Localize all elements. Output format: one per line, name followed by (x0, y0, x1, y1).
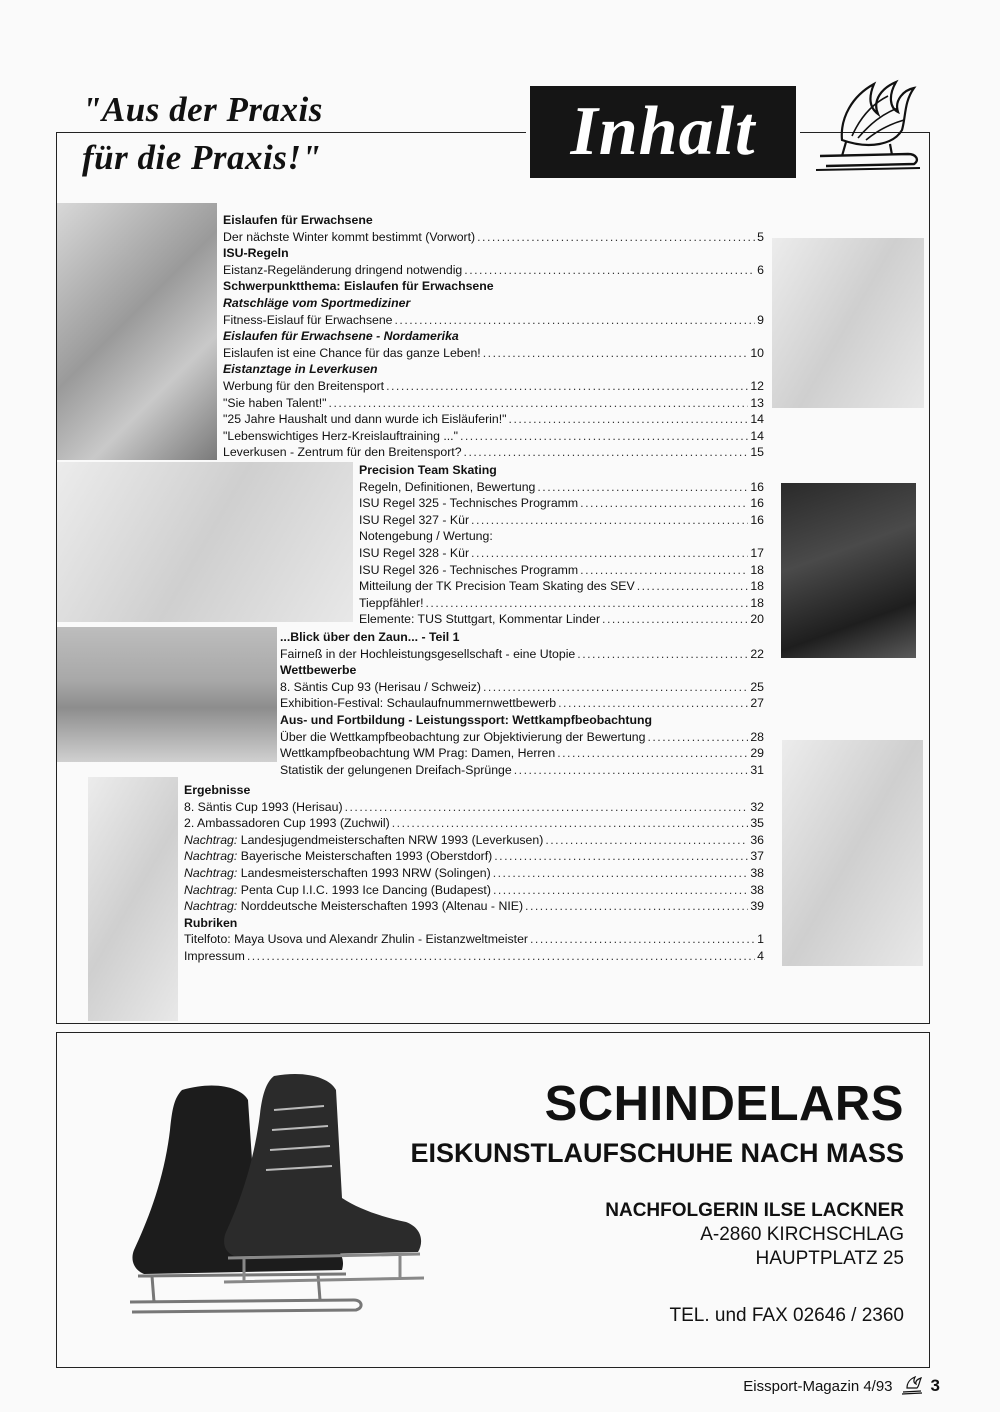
toc-entry (223, 378, 764, 395)
toc-entry-prefix: Nachtrag: (184, 832, 238, 847)
footer-magazine: Eissport-Magazin 4/93 (743, 1377, 893, 1395)
toc-entry-title: Eislaufen ist eine Chance für das ganze Leben! (223, 345, 481, 360)
toc-leader-dots (471, 545, 748, 562)
toc-entry-page: 36 (750, 832, 764, 847)
page-title: Inhalt (530, 86, 796, 178)
toc-leader-dots (425, 595, 748, 612)
toc-entry (223, 312, 764, 329)
toc-entry-page: 10 (750, 345, 764, 360)
toc-leader-dots (483, 679, 748, 696)
toc-entry (280, 745, 764, 762)
toc-entry (184, 799, 764, 816)
toc-leader-dots (494, 848, 748, 865)
toc-entry-title: Bayerische Meisterschaften 1993 (Oberstdorf) (237, 849, 493, 864)
toc-section-1 (223, 212, 764, 461)
toc-entry (359, 479, 764, 496)
toc-leader-dots (460, 428, 748, 445)
toc-entry-page: 13 (750, 395, 764, 410)
small-skate-logo-icon (901, 1376, 923, 1396)
toc-entry (184, 848, 764, 865)
toc-subsection-heading: Eistanztage in Leverkusen (223, 362, 378, 377)
ad-tagline: EISKUNSTLAUFSCHUHE NACH MASS (410, 1138, 904, 1168)
toc-entry-page: 14 (750, 428, 764, 443)
toc-entry (280, 729, 764, 746)
toc-entry (359, 512, 764, 529)
toc-entry-title: Landesmeisterschaften 1993 NRW (Solingen) (237, 865, 491, 880)
toc-leader-dots (537, 479, 748, 496)
toc-leader-dots (395, 312, 756, 329)
toc-entry-title: Titelfoto: Maya Usova und Alexandr Zhulin - Eistanzweltmeister (184, 932, 529, 947)
toc-entry-page: 28 (750, 729, 764, 744)
toc-entry-title: Penta Cup I.I.C. 1993 Ice Dancing (Budapest) (237, 882, 491, 897)
toc-entry-page: 18 (750, 595, 764, 610)
toc-entry-title: Norddeutsche Meisterschaften 1993 (Altenau - NIE) (237, 899, 524, 914)
toc-entry-title: Tieppfähler! (359, 595, 424, 610)
motto-line-1: "Aus der Praxis (82, 90, 323, 129)
toc-entry-title: Wettkampfbeobachtung WM Prag: Damen, Herren (280, 746, 556, 761)
toc-entry-title: Über die Wettkampfbeobachtung zur Objektivierung der Bewertung (280, 729, 646, 744)
toc-subsection-heading: Ratschläge vom Sportmediziner (223, 295, 411, 310)
toc-entry-title: "Lebenswichtiges Herz-Kreislauftraining ..." (223, 428, 458, 443)
toc-entry (184, 865, 764, 882)
toc-section-3 (280, 629, 764, 778)
ad-successor: NACHFOLGERIN ILSE LACKNER (605, 1200, 904, 1221)
toc-entry-page: 1 (757, 932, 764, 947)
toc-entry (359, 578, 764, 595)
photo-spiral-skater (88, 777, 178, 1021)
ice-skates-icon (124, 1070, 424, 1320)
toc-leader-dots (580, 495, 748, 512)
toc-leader-dots (247, 948, 755, 965)
toc-entry (223, 411, 764, 428)
photo-precision-team (57, 462, 353, 622)
toc-entry (280, 679, 764, 696)
toc-entry-page: 18 (750, 562, 764, 577)
toc-section-heading: Precision Team Skating (359, 463, 497, 477)
toc-entry-page: 22 (750, 646, 764, 661)
toc-entry-title: Elemente: TUS Stuttgart, Kommentar Linder (359, 612, 601, 627)
toc-entry-prefix: Nachtrag: (184, 899, 238, 914)
toc-entry (359, 595, 764, 612)
toc-entry-page: 16 (750, 496, 764, 511)
toc-entry-page: 29 (750, 746, 764, 761)
toc-section-heading: Rubriken (184, 915, 238, 930)
toc-entry-page: 38 (750, 865, 764, 880)
toc-entry (280, 695, 764, 712)
toc-section-2 (359, 462, 764, 628)
toc-entry (184, 815, 764, 832)
toc-entry-page: 16 (750, 512, 764, 527)
toc-leader-dots (464, 444, 749, 461)
toc-leader-dots (493, 865, 749, 882)
toc-note: Notengebung / Wertung: (359, 529, 493, 544)
toc-entry-title: Werbung für den Breitensport (223, 378, 385, 393)
toc-entry (184, 832, 764, 849)
toc-entry-page: 9 (757, 312, 764, 327)
toc-section-heading: Schwerpunktthema: Eislaufen für Erwachsene (223, 279, 494, 294)
toc-entry-title: Mitteilung der TK Precision Team Skating des SEV (359, 579, 635, 594)
toc-entry-page: 17 (750, 545, 764, 560)
toc-section-heading: Wettbewerbe (280, 663, 357, 678)
toc-leader-dots (525, 898, 748, 915)
toc-entry-page: 32 (750, 799, 764, 814)
toc-entry (359, 611, 764, 628)
toc-leader-dots (471, 512, 748, 529)
toc-section-heading: ...Blick über den Zaun... - Teil 1 (280, 630, 460, 644)
toc-leader-dots (345, 799, 749, 816)
toc-entry-page: 16 (750, 479, 764, 494)
toc-leader-dots (577, 646, 748, 663)
toc-entry (184, 931, 764, 948)
toc-section-heading: Ergebnisse (184, 783, 251, 797)
photo-coach-with-girl (782, 740, 923, 966)
toc-entry-title: Impressum (184, 948, 245, 963)
toc-entry (223, 444, 764, 461)
toc-entry-title: Der nächste Winter kommt bestimmt (Vorwort) (223, 229, 476, 244)
toc-entry-page: 18 (750, 579, 764, 594)
toc-entry-title: ISU Regel 326 - Technisches Programm (359, 562, 579, 577)
toc-entry-title: ISU Regel 328 - Kür (359, 545, 470, 560)
toc-entry-page: 31 (750, 762, 764, 777)
toc-entry-page: 15 (750, 445, 764, 460)
toc-entry (280, 762, 764, 779)
toc-entry-title: Exhibition-Festival: Schaulaufnummernwettbewerb (280, 696, 557, 711)
toc-section-heading: Aus- und Fortbildung - Leistungssport: Wettkampfbeobachtung (280, 712, 653, 727)
toc-leader-dots (647, 729, 748, 746)
toc-entry-page: 5 (757, 229, 764, 244)
toc-entry (184, 882, 764, 899)
toc-entry (280, 646, 764, 663)
toc-entry-title: ISU Regel 327 - Kür (359, 512, 470, 527)
toc-entry-title: Fitness-Eislauf für Erwachsene (223, 312, 393, 327)
toc-entry (359, 562, 764, 579)
toc-entry (359, 545, 764, 562)
toc-entry-page: 37 (750, 849, 764, 864)
toc-entry-prefix: Nachtrag: (184, 865, 238, 880)
toc-entry-page: 38 (750, 882, 764, 897)
photo-rower (57, 627, 277, 762)
toc-entry-page: 39 (750, 899, 764, 914)
toc-entry-page: 12 (750, 378, 764, 393)
motto-line-2: für die Praxis!" (82, 138, 322, 177)
toc-entry-prefix: Nachtrag: (184, 882, 238, 897)
toc-leader-dots (464, 262, 755, 279)
toc-section-heading: Eislaufen für Erwachsene (223, 213, 373, 227)
page-footer (743, 1376, 940, 1396)
toc-entry-title: "25 Jahre Haushalt und dann wurde ich Eisläuferin!" (223, 412, 507, 427)
toc-entry (223, 262, 764, 279)
page-number: 3 (930, 1376, 940, 1395)
toc-entry-page: 14 (750, 412, 764, 427)
toc-entry-prefix: Nachtrag: (184, 849, 238, 864)
toc-leader-dots (477, 229, 755, 246)
toc-entry (184, 948, 764, 965)
photo-spin-skater (772, 238, 924, 408)
toc-entry (359, 495, 764, 512)
photo-adult-ice-dancers (57, 203, 217, 460)
toc-leader-dots (580, 562, 748, 579)
toc-entry (223, 345, 764, 362)
toc-entry-title: Eistanz-Regeländerung dringend notwendig (223, 262, 463, 277)
toc-entry-title: 8. Säntis Cup 93 (Herisau / Schweiz) (280, 679, 481, 694)
toc-entry-title: Leverkusen - Zentrum für den Breitensport? (223, 445, 462, 460)
toc-leader-dots (558, 695, 748, 712)
toc-section-heading: ISU-Regeln (223, 246, 289, 261)
toc-entry-title: 8. Säntis Cup 1993 (Herisau) (184, 799, 343, 814)
toc-section-4 (184, 782, 764, 965)
toc-entry (223, 229, 764, 246)
toc-entry-title: ISU Regel 325 - Technisches Programm (359, 496, 579, 511)
toc-entry (223, 395, 764, 412)
toc-entry-page: 27 (750, 696, 764, 711)
toc-leader-dots (386, 378, 748, 395)
toc-entry-title: 2. Ambassadoren Cup 1993 (Zuchwil) (184, 816, 390, 831)
toc-entry (223, 428, 764, 445)
toc-leader-dots (637, 578, 749, 595)
toc-leader-dots (557, 745, 748, 762)
toc-leader-dots (509, 411, 749, 428)
toc-entry-page: 6 (757, 262, 764, 277)
toc-leader-dots (602, 611, 748, 628)
toc-entry-title: Regeln, Definitionen, Bewertung (359, 479, 536, 494)
toc-entry-title: Landesjugendmeisterschaften NRW 1993 (Leverkusen) (237, 832, 544, 847)
toc-leader-dots (392, 815, 749, 832)
toc-leader-dots (329, 395, 749, 412)
ad-brand: SCHINDELARS (544, 1077, 904, 1131)
toc-entry-page: 25 (750, 679, 764, 694)
toc-entry-title: Fairneß in der Hochleistungsgesellschaft - eine Utopie (280, 646, 576, 661)
toc-subsection-heading: Eislaufen für Erwachsene - Nordamerika (223, 329, 459, 344)
toc-entry-page: 4 (757, 948, 764, 963)
ad-phone: TEL. und FAX 02646 / 2360 (669, 1305, 904, 1326)
ad-street: HAUPTPLATZ 25 (755, 1248, 904, 1269)
toc-leader-dots (545, 832, 748, 849)
toc-leader-dots (483, 345, 749, 362)
toc-entry-page: 20 (750, 612, 764, 627)
toc-entry-title: "Sie haben Talent!" (223, 395, 327, 410)
toc-leader-dots (530, 931, 755, 948)
toc-leader-dots (514, 762, 749, 779)
winged-skate-logo-icon (812, 78, 924, 178)
ad-city: A-2860 KIRCHSCHLAG (700, 1224, 904, 1245)
toc-entry (184, 898, 764, 915)
toc-leader-dots (493, 882, 748, 899)
photo-author-with-book (781, 483, 916, 658)
toc-entry-page: 35 (750, 816, 764, 831)
toc-entry-title: Statistik der gelungenen Dreifach-Sprünge (280, 762, 512, 777)
